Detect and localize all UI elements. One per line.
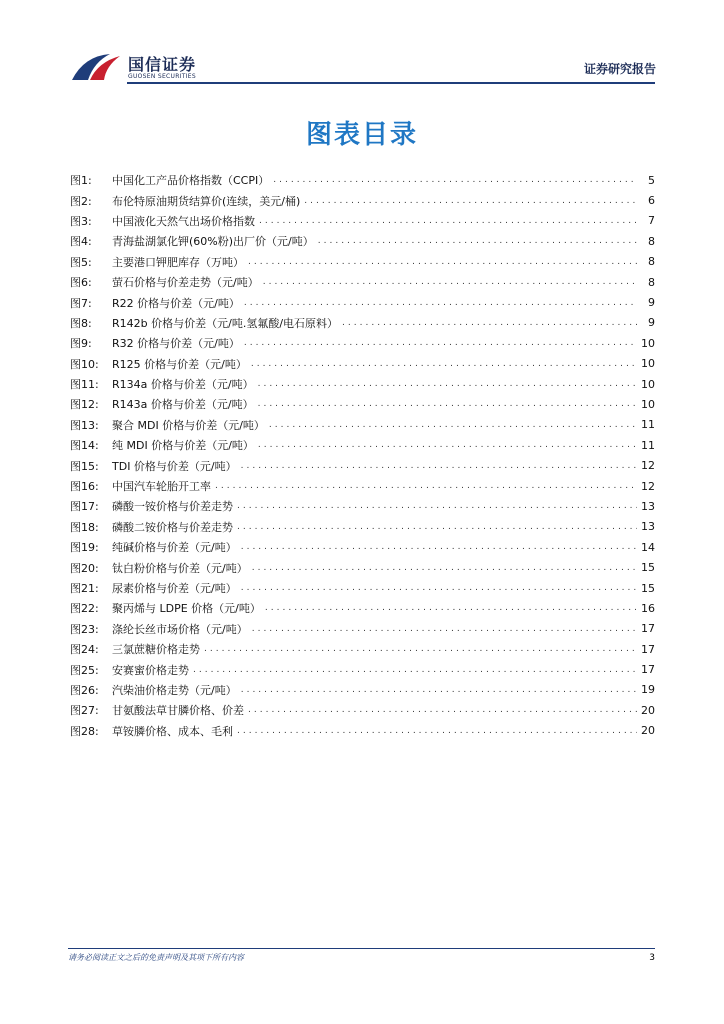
toc-entry-title: 萤石价格与价差走势（元/吨） — [112, 276, 259, 290]
toc-entry[interactable] — [70, 455, 655, 475]
toc-entry-page: 9 — [648, 316, 655, 330]
toc-entry-page: 13 — [641, 520, 655, 534]
toc-entry[interactable] — [70, 537, 655, 557]
toc-dot-leader — [248, 257, 637, 267]
toc-dot-leader — [318, 236, 637, 246]
toc-entry[interactable] — [70, 313, 655, 333]
toc-entry-page: 10 — [641, 336, 655, 350]
toc-entry-title: 尿素价格与价差（元/吨） — [112, 582, 237, 595]
toc-entry-page: 6 — [648, 194, 655, 208]
toc-dot-leader — [237, 522, 637, 532]
toc-dot-leader — [244, 338, 637, 348]
toc-dot-leader — [263, 277, 637, 287]
toc-entry-page: 20 — [641, 724, 655, 738]
toc-entry-number: 图13: — [70, 418, 99, 432]
toc-entry-title: R125 价格与价差（元/吨） — [112, 357, 247, 371]
toc-entry[interactable] — [70, 211, 655, 231]
toc-dot-leader — [269, 420, 637, 430]
toc-entry-page: 13 — [641, 499, 655, 513]
toc-entry-title: 聚合 MDI 价格与价差（元/吨） — [112, 418, 265, 432]
toc-entry-page: 17 — [641, 622, 655, 636]
toc-entry-number: 图19: — [70, 541, 99, 555]
toc-entry-number: 图12: — [70, 398, 99, 412]
toc-entry-title: TDI 价格与价差（元/吨） — [112, 459, 237, 473]
toc-entry-title: 中国液化天然气出场价格指数 — [112, 214, 255, 228]
toc-dot-leader — [244, 298, 637, 308]
toc-dot-leader — [265, 603, 637, 613]
toc-entry-number: 图22: — [70, 602, 99, 616]
toc-dot-leader — [273, 175, 637, 185]
toc-entry-number: 图9: — [70, 337, 92, 351]
toc-entry[interactable] — [70, 619, 655, 639]
toc-entry-number: 图23: — [70, 622, 99, 636]
toc-entry-number: 图3: — [70, 214, 92, 228]
toc-dot-leader — [241, 583, 637, 593]
toc-entry[interactable] — [70, 496, 655, 516]
toc-entry-number: 图28: — [70, 724, 99, 738]
toc-entry-page: 10 — [641, 397, 655, 411]
toc-entry-title: R142b 价格与价差（元/吨.氢氟酸/电石原料） — [112, 316, 339, 330]
toc-entry-title: 钛白粉价格与价差（元/吨） — [112, 561, 248, 575]
toc-entry-number: 图6: — [70, 276, 92, 290]
toc-entry-title: R134a 价格与价差（元/吨） — [112, 378, 254, 392]
toc-dot-leader — [241, 685, 637, 695]
toc-entry-number: 图18: — [70, 520, 99, 534]
toc-entry-title: 主要港口钾肥库存（万吨） — [112, 255, 244, 269]
toc-entry-title: 汽柴油价格走势（元/吨） — [112, 683, 237, 697]
toc-entry[interactable] — [70, 435, 655, 455]
toc-dot-leader — [237, 726, 637, 736]
header-divider — [127, 82, 655, 84]
toc-entry-page: 20 — [641, 703, 655, 717]
toc-entry-title: 磷酸一铵价格与价差走势 — [112, 500, 233, 514]
toc-dot-leader — [251, 359, 637, 369]
toc-entry[interactable] — [70, 680, 655, 700]
toc-entry-page: 8 — [648, 275, 655, 289]
toc-entry-number: 图26: — [70, 683, 99, 697]
toc-entry-page: 15 — [641, 581, 655, 595]
toc-entry-title: 中国汽车轮胎开工率 — [112, 480, 211, 494]
toc-entry-title: 中国化工产品价格指数（CCPI） — [112, 174, 270, 188]
toc-entry-number: 图5: — [70, 255, 92, 269]
toc-entry[interactable] — [70, 190, 655, 210]
toc-entry-title: 聚丙烯与 LDPE 价格（元/吨） — [112, 602, 261, 616]
toc-entry-page: 9 — [648, 296, 655, 310]
toc-entry-title: 青海盐湖氯化钾(60%粉)出厂价（元/吨） — [112, 235, 314, 249]
toc-entry-page: 7 — [648, 214, 655, 228]
toc-entry-page: 17 — [641, 663, 655, 677]
toc-dot-leader — [204, 644, 637, 654]
toc-entry[interactable] — [70, 231, 655, 251]
toc-entry-page: 10 — [641, 357, 655, 371]
toc-entry-title: 草铵膦价格、成本、毛利 — [112, 724, 233, 738]
toc-entry[interactable] — [70, 272, 655, 292]
toc-entry-title: 涤纶长丝市场价格（元/吨） — [112, 622, 248, 636]
toc-entry-title: R32 价格与价差（元/吨） — [112, 337, 240, 351]
toc-entry-page: 5 — [648, 173, 655, 187]
toc-entry-number: 图27: — [70, 704, 99, 718]
toc-entry-number: 图11: — [70, 378, 99, 392]
report-type-label: 证券研究报告 — [583, 62, 656, 76]
toc-entry-page: 11 — [641, 438, 655, 452]
toc-entry-number: 图16: — [70, 480, 99, 494]
footer-disclaimer: 请务必阅读正文之后的免责声明及其项下所有内容 — [68, 953, 244, 962]
toc-dot-leader — [252, 624, 637, 634]
toc-dot-leader — [258, 440, 637, 450]
toc-entry[interactable] — [70, 252, 655, 272]
figure-table-of-contents — [70, 170, 655, 741]
toc-entry[interactable] — [70, 354, 655, 374]
toc-entry-title: 甘氨酸法草甘膦价格、价差 — [112, 704, 244, 718]
toc-dot-leader — [241, 461, 637, 471]
toc-entry-title: 纯 MDI 价格与价差（元/吨） — [112, 439, 254, 453]
toc-entry-number: 图21: — [70, 582, 99, 595]
toc-entry[interactable] — [70, 700, 655, 720]
toc-entry-number: 图4: — [70, 235, 92, 249]
page-number: 3 — [649, 953, 655, 963]
toc-entry-number: 图10: — [70, 357, 99, 371]
toc-entry[interactable] — [70, 517, 655, 537]
toc-dot-leader — [258, 379, 637, 389]
toc-entry-title: 磷酸二铵价格与价差走势 — [112, 520, 233, 534]
toc-entry-number: 图25: — [70, 663, 99, 677]
toc-entry-page: 11 — [641, 418, 655, 432]
toc-entry-number: 图20: — [70, 561, 99, 575]
toc-entry[interactable] — [70, 557, 655, 577]
toc-entry-page: 10 — [641, 377, 655, 391]
toc-dot-leader — [215, 481, 637, 491]
toc-entry-page: 15 — [641, 561, 655, 575]
toc-entry-page: 8 — [648, 234, 655, 248]
toc-entry-page: 12 — [641, 459, 655, 473]
toc-entry-title: 布伦特原油期货结算价(连续，美元/桶) — [112, 194, 301, 208]
footer-divider — [68, 948, 655, 949]
toc-entry-title: R22 价格与价差（元/吨） — [112, 296, 240, 310]
toc-entry[interactable] — [70, 476, 655, 496]
toc-dot-leader — [241, 542, 637, 552]
toc-entry[interactable] — [70, 598, 655, 618]
toc-entry-number: 图1: — [70, 174, 92, 188]
logo-chinese-name: 国信证券 — [128, 55, 197, 74]
toc-entry-page: 14 — [641, 540, 655, 554]
toc-dot-leader — [237, 501, 637, 511]
toc-entry-page: 19 — [641, 683, 655, 697]
toc-entry-page: 8 — [648, 255, 655, 269]
toc-entry[interactable] — [70, 578, 655, 598]
toc-dot-leader — [193, 665, 637, 675]
toc-entry-number: 图8: — [70, 316, 92, 330]
toc-entry-number: 图15: — [70, 459, 99, 473]
toc-entry-number: 图24: — [70, 643, 99, 657]
toc-entry[interactable] — [70, 639, 655, 659]
toc-dot-leader — [252, 563, 637, 573]
toc-entry-number: 图2: — [70, 194, 92, 208]
toc-entry-title: R143a 价格与价差（元/吨） — [112, 398, 254, 412]
toc-entry-title: 三氯蔗糖价格走势 — [112, 643, 200, 657]
toc-entry-number: 图14: — [70, 439, 99, 453]
toc-dot-leader — [259, 216, 637, 226]
toc-dot-leader — [304, 196, 637, 206]
toc-entry[interactable] — [70, 374, 655, 394]
toc-entry[interactable] — [70, 415, 655, 435]
toc-dot-leader — [342, 318, 637, 328]
toc-entry[interactable] — [70, 292, 655, 312]
toc-entry-number: 图17: — [70, 500, 99, 514]
toc-dot-leader — [258, 399, 637, 409]
toc-entry[interactable] — [70, 170, 655, 190]
guosen-logo-icon — [70, 50, 122, 84]
toc-entry-page: 17 — [641, 642, 655, 656]
toc-entry[interactable] — [70, 333, 655, 353]
logo-english-name: GUOSEN SECURITIES — [128, 73, 197, 80]
toc-entry-number: 图7: — [70, 296, 92, 310]
toc-entry[interactable] — [70, 394, 655, 414]
toc-entry-title: 纯碱价格与价差（元/吨） — [112, 541, 237, 555]
toc-entry[interactable] — [70, 659, 655, 679]
toc-dot-leader — [248, 705, 637, 715]
toc-entry[interactable] — [70, 721, 655, 741]
page-header — [0, 0, 724, 90]
page-title: 图表目录 — [305, 120, 418, 150]
toc-entry-page: 12 — [641, 479, 655, 493]
toc-entry-title: 安赛蜜价格走势 — [112, 663, 189, 677]
toc-entry-page: 16 — [641, 601, 655, 615]
